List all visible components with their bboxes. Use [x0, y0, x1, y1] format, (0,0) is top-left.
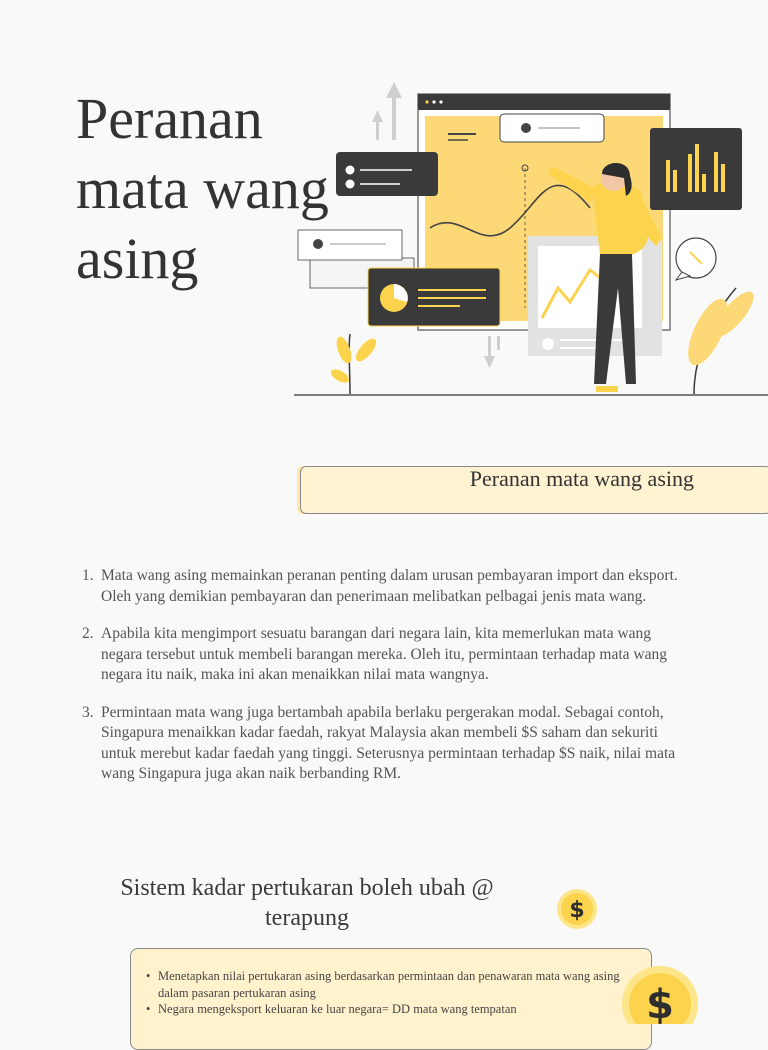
pie-chart-card-graphic	[368, 268, 500, 326]
list-number: 1.	[82, 567, 94, 584]
list-text: Mata wang asing memainkan peranan penting dalam urusan pembayaran import dan eksport. Oleh yang demikian pembayaran dan penerimaan melibatkan pelbagai jenis mata wang.	[101, 567, 678, 605]
list-text: Permintaan mata wang juga bertambah apabila berlaku pergerakan modal. Sebagai contoh, Singapura menaikkan kadar faedah, rakyat Malaysia akan membeli $S saham dan sekuriti untuk merebut kadar faedah yang tinggi. Seterusnya permintaan terhadap $S naik, nilai mata wang Singapura juga akan naik berbanding RM.	[101, 703, 676, 782]
line-chart-panel-graphic	[528, 236, 662, 356]
list-number: 2.	[82, 625, 94, 642]
left-plant-graphic	[329, 334, 380, 394]
list-item	[144, 1001, 624, 1018]
analytics-illustration	[290, 78, 768, 400]
coin-symbol: $	[646, 982, 674, 1024]
bullet: •	[146, 969, 151, 983]
list-item	[144, 968, 624, 1001]
dollar-coin-icon	[556, 888, 598, 930]
list-text: Menetapkan nilai pertukaran asing berdasarkan permintaan dan penawaran mata wang asing dalam pasaran pertukaran asing	[158, 969, 620, 1000]
list-text: Negara mengeksport keluaran ke luar negara= DD mata wang tempatan	[158, 1002, 517, 1016]
right-plant-graphic	[680, 286, 760, 394]
list-number: 3.	[82, 703, 94, 721]
search-pill-graphic	[500, 114, 604, 142]
list-item	[82, 624, 692, 686]
section-heading: Sistem kadar pertukaran boleh ubah @ terapung	[120, 875, 494, 931]
list-text: Apabila kita mengimport sesuatu barangan dari negara lain, kita memerlukan mata wang negara tersebut untuk membeli barangan mereka. Oleh itu, permintaan terhadap mata wang negara itu naik, maka ini akan menaikkan nilai mata wangnya.	[101, 625, 667, 683]
large-dollar-coin-icon	[620, 964, 700, 1024]
bar-chart-card-graphic	[650, 128, 742, 210]
coin-symbol: $	[569, 898, 585, 923]
banner-heading: Peranan mata wang asing	[469, 466, 694, 491]
page-title: Peranan mata wang asing	[76, 86, 329, 291]
bullet: •	[146, 1002, 151, 1016]
list-item	[82, 703, 692, 785]
explanation-list	[82, 566, 692, 802]
list-item	[82, 566, 692, 607]
up-arrows-icon	[372, 82, 402, 140]
down-arrows-icon	[484, 336, 500, 368]
list-card-graphic	[336, 152, 438, 196]
cursor-bubble-icon	[676, 238, 716, 280]
info-card-list	[144, 968, 624, 1018]
